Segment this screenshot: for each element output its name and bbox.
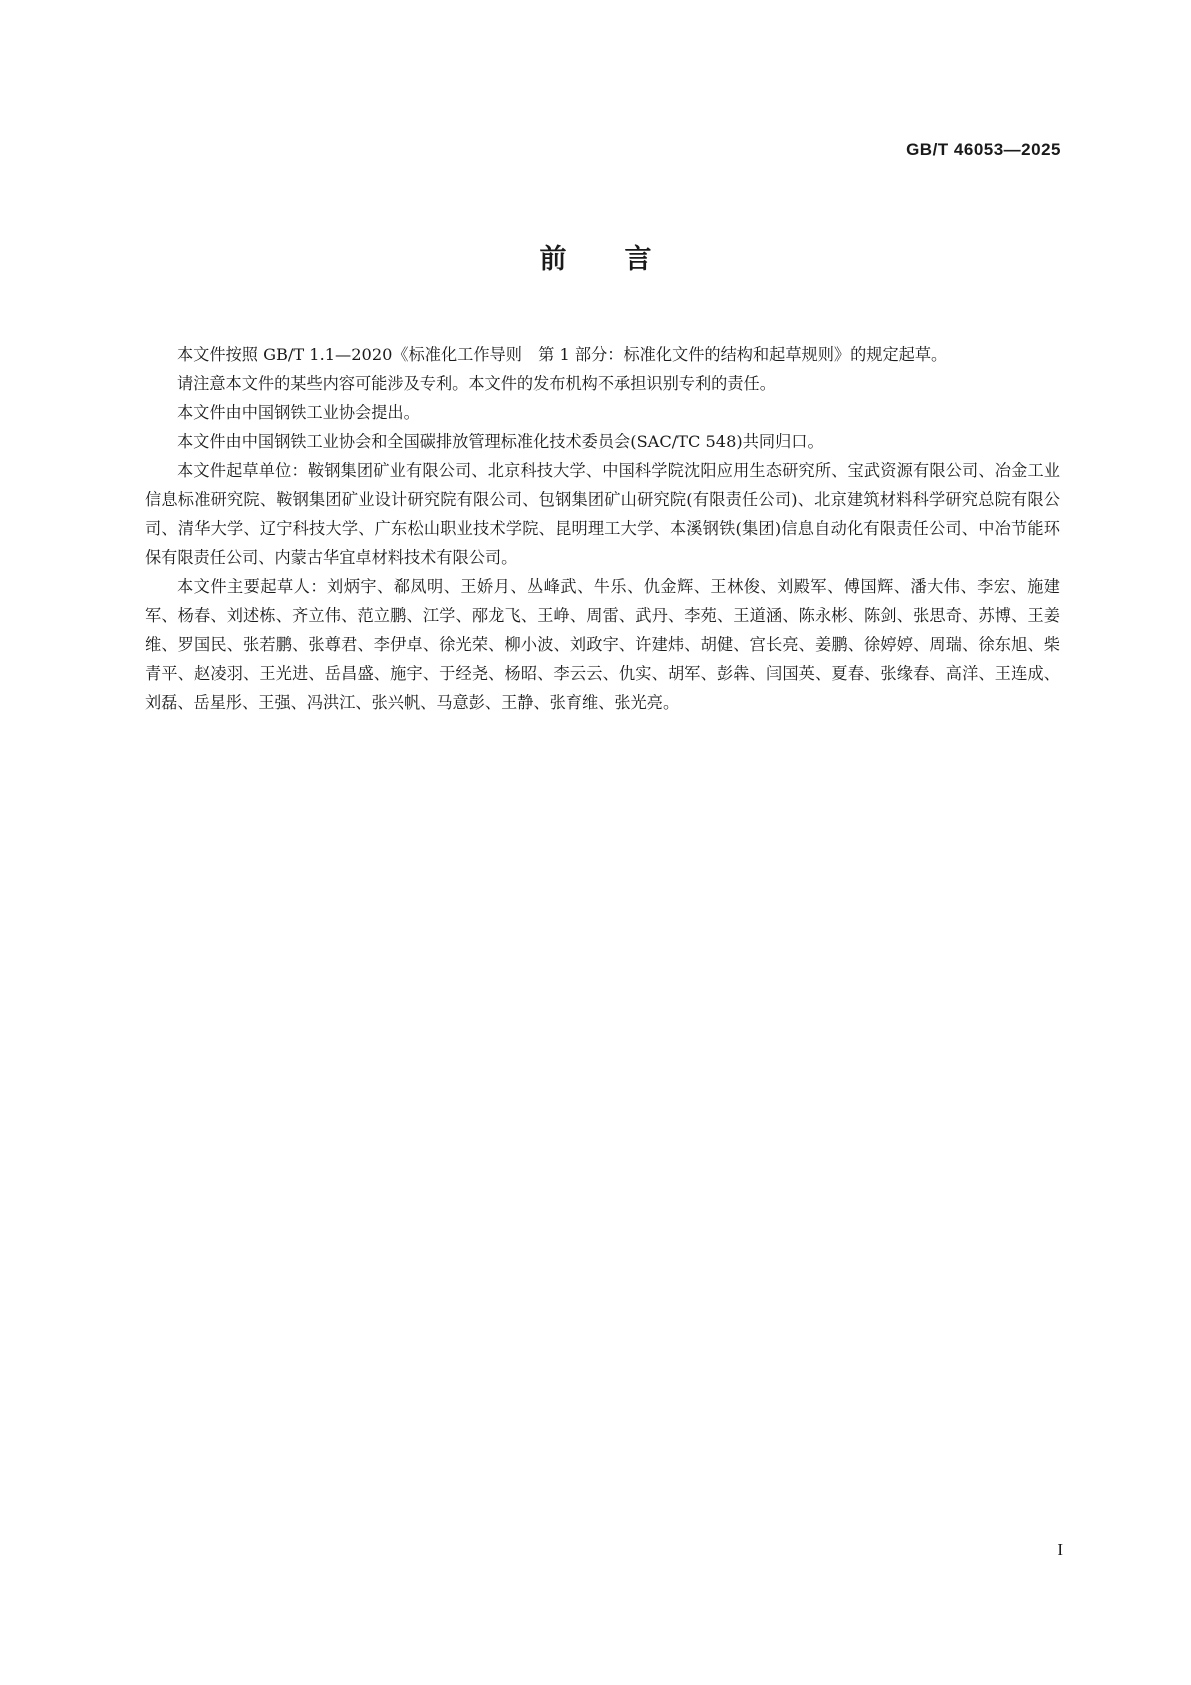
paragraph-proposer: 本文件由中国钢铁工业协会提出。 [177,403,420,422]
paragraph-drafting-rules: 本文件按照 GB/T 1.1—2020《标准化工作导则 第 1 部分：标准化文件的结构和起草规则》的规定起草。 [177,345,948,364]
page-title: 前言 [539,244,710,275]
paragraph-drafting-units: 本文件起草单位：鞍钢集团矿业有限公司、北京科技大学、中国科学院沈阳应用生态研究所、宝武资源有限公司、冶金工业信息标准研究院、鞍钢集团矿业设计研究院有限公司、包钢集团矿山研究院(有限责任公司)、北京建筑材料科学研究总院有限公司、清华大学、辽宁科技大学、广东松山职业技术学院、昆明理工大学、本溪钢铁(集团)信息自动化有限责任公司、中冶节能环保有限责任公司、内蒙古华宜卓材料技术有限公司。 [145,461,1060,567]
paragraph-administrator: 本文件由中国钢铁工业协会和全国碳排放管理标准化技术委员会(SAC/TC 548)共同归口。 [177,432,824,451]
page-number: I [1057,1540,1063,1559]
paragraph-drafters: 本文件主要起草人：刘炳宇、郗凤明、王娇月、丛峰武、牛乐、仇金辉、王林俊、刘殿军、傅国辉、潘大伟、李宏、施建军、杨春、刘述栋、齐立伟、范立鹏、江学、邴龙飞、王峥、周雷、武丹、李苑、王道涵、陈永彬、陈剑、张思奇、苏博、王姜维、罗国民、张若鹏、张尊君、李伊卓、徐光荣、柳小波、刘政宇、许建炜、胡健、宫长亮、姜鹏、徐婷婷、周瑞、徐东旭、柴青平、赵凌羽、王光进、岳昌盛、施宇、于经尧、杨昭、李云云、仇实、胡军、彭犇、闫国英、夏春、张缘春、高洋、王连成、刘磊、岳星彤、王强、冯洪江、张兴帆、马意彭、王静、张育维、张光亮。 [145,577,1060,712]
paragraph-patent-notice: 请注意本文件的某些内容可能涉及专利。本文件的发布机构不承担识别专利的责任。 [177,374,776,393]
foreword-body [145,340,1060,717]
standard-code: GB/T 46053—2025 [906,140,1061,159]
